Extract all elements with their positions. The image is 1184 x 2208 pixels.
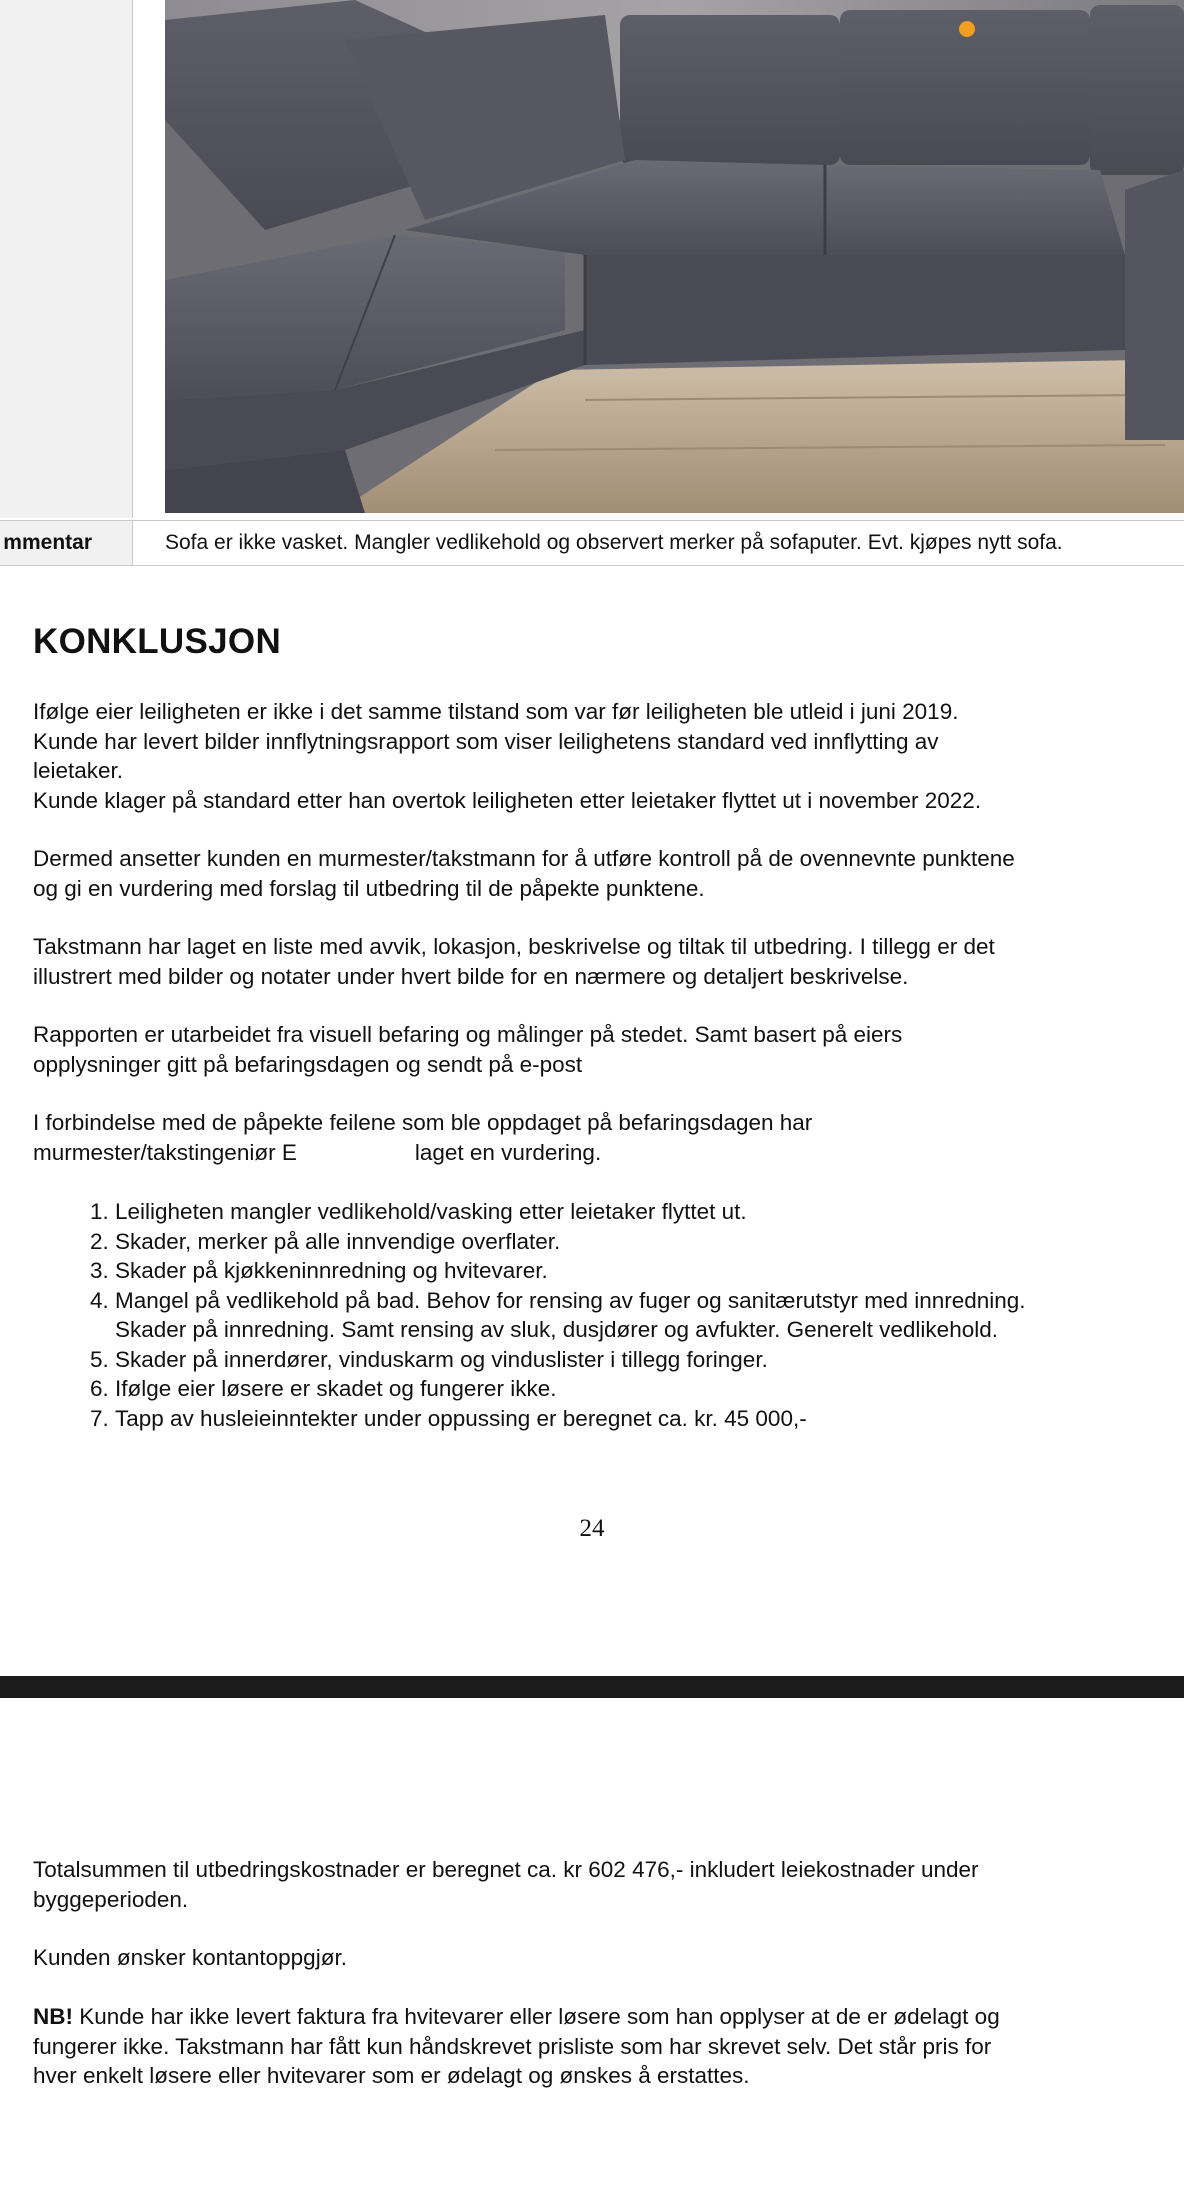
- text-line: og gi en vurdering med forslag til utbedring til de påpekte punktene.: [33, 875, 705, 901]
- comment-row: [0, 520, 1184, 566]
- text-line: byggeperioden.: [33, 1886, 189, 1912]
- list-item-text: Skader på innredning. Samt rensing av sluk, dusjdører og avfukter. Generelt vedlikehold.: [115, 1317, 998, 1342]
- camera-indicator-dot: [959, 21, 975, 37]
- text-line: Takstmann har laget en liste med avvik, lokasjon, beskrivelse og tiltak til utbedring. I tillegg er det: [33, 934, 995, 959]
- text-line: illustrert med bilder og notater under hvert bilde for en nærmere og detaljert beskrivelse.: [33, 963, 909, 989]
- text-line: Kunde klager på standard etter han overtok leiligheten etter leietaker flyttet ut i november 2022.: [33, 787, 982, 813]
- text-line: fungerer ikke. Takstmann har fått kun håndskrevet prisliste som har skrevet selv. Det står pris for: [33, 2033, 992, 2059]
- text-line: Kunde har levert bilder innflytningsrapport som viser leilighetens standard ved innflytting av: [33, 728, 939, 754]
- conclusion-heading: KONKLUSJON: [33, 622, 282, 661]
- conclusion-paragraph-1: [33, 697, 1163, 815]
- text-line: Kunden ønsker kontantoppgjør.: [33, 1945, 347, 1970]
- redacted-area: [297, 1141, 415, 1163]
- text-line: hver enkelt løsere eller hvitevarer som er ødelagt og ønskes å erstattes.: [33, 2063, 750, 2088]
- sofa-illustration: [165, 0, 1184, 513]
- text-segment: laget en vurdering.: [414, 1139, 602, 1165]
- conclusion-paragraph-5: [33, 1108, 1163, 1167]
- nb-paragraph: [33, 2002, 1163, 2091]
- text-line: Ifølge eier leiligheten er ikke i det samme tilstand som var før leiligheten ble utleid i juni 2019.: [33, 699, 959, 724]
- comment-label: mmentar: [0, 521, 133, 565]
- text-line: [33, 2002, 1163, 2032]
- text-segment: Kunde har ikke levert faktura fra hvitevarer eller løsere som han opplyser at de er ødelagt og: [73, 2004, 1000, 2029]
- conclusion-paragraph-4: [33, 1020, 1163, 1079]
- text-line: Rapporten er utarbeidet fra visuell befaring og målinger på stedet. Samt basert på eiers: [33, 1022, 903, 1047]
- conclusion-paragraph-2: [33, 844, 1163, 903]
- text-line: leietaker.: [33, 758, 124, 783]
- page-number: 24: [579, 1515, 605, 1542]
- text-line: Totalsummen til utbedringskostnader er beregnet ca. kr 602 476,- inkludert leiekostnader under: [33, 1857, 979, 1882]
- conclusion-paragraph-3: [33, 932, 1163, 991]
- text-line: [33, 1138, 1163, 1168]
- sofa-photo: [165, 0, 1184, 513]
- total-paragraph: [33, 1855, 1163, 1914]
- list-item: 2. Skader, merker på alle innvendige overflater.: [115, 1227, 1184, 1257]
- list-item: 1. Leiligheten mangler vedlikehold/vasking etter leietaker flyttet ut.: [115, 1197, 1184, 1227]
- nb-label: NB!: [33, 2004, 73, 2029]
- photo-table-row: [0, 0, 1184, 518]
- list-item: 6. Ifølge eier løsere er skadet og fungerer ikke.: [115, 1374, 1184, 1404]
- findings-list: [33, 1197, 1184, 1433]
- text-line: I forbindelse med de påpekte feilene som ble oppdaget på befaringsdagen har: [33, 1110, 813, 1135]
- text-line: Dermed ansetter kunden en murmester/takstmann for å utføre kontroll på de ovennevnte punktene: [33, 846, 1015, 871]
- list-item: 5. Skader på innerdører, vinduskarm og vinduslister i tillegg foringer.: [115, 1345, 1184, 1375]
- table-label-cell: [0, 0, 133, 518]
- list-item: 7. Tapp av husleieinntekter under oppussing er beregnet ca. kr. 45 000,-: [115, 1404, 1184, 1434]
- list-item: [115, 1286, 1184, 1345]
- list-item: 3. Skader på kjøkkeninnredning og hvitevarer.: [115, 1256, 1184, 1286]
- comment-text: Sofa er ikke vasket. Mangler vedlikehold og observert merker på sofaputer. Evt. kjøpes nytt sofa.: [165, 531, 1063, 554]
- list-item-text: Mangel på vedlikehold på bad. Behov for rensing av fuger og sanitærutstyr med innredning.: [115, 1287, 1026, 1313]
- text-segment: murmester/takstingeniør E: [33, 1139, 297, 1165]
- settlement-paragraph: [33, 1943, 1163, 1973]
- text-line: opplysninger gitt på befaringsdagen og sendt på e-post: [33, 1051, 583, 1077]
- page-divider: [0, 1676, 1184, 1698]
